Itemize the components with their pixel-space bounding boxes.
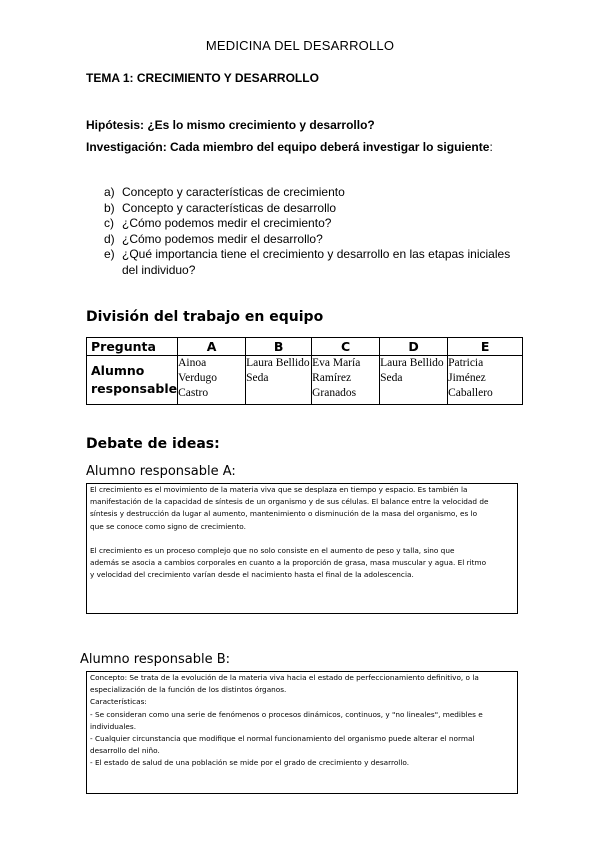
list-item (104, 232, 522, 248)
investigacion-line (86, 140, 493, 154)
alumno-a-label: Alumno responsable A: (86, 464, 236, 479)
alumno-a-paragraph-2: El crecimiento es un proceso complejo que no solo consiste en el aumento de peso y talla, sino que además se asocia a cambios corporales en cuanto a la proporción de grasa, masa muscular y agua. El ritmo y velocidad del crecimiento varían desde el nacimiento hasta el final de la adolescencia. (90, 545, 487, 580)
alumno-a-box (86, 483, 518, 614)
hipotesis-line: Hipótesis: ¿Es lo mismo crecimiento y desarrollo? (86, 118, 375, 132)
division-table (86, 337, 523, 405)
list-item (104, 201, 522, 217)
header-label-cell: Pregunta (87, 338, 178, 356)
header-cell-a: A (178, 338, 246, 356)
alumno-b-box (86, 671, 518, 794)
list-text: Concepto y características de crecimiento (122, 185, 345, 199)
alumno-b-paragraph-2: Características: - Se consideran como una serie de fenómenos o procesos dinámicos, continuos, y "no lineales", medibles e individuales. - Cualquier circunstancia que modifique el normal funcionamiento del organismo puede alterar el normal desarrollo del niño. - El estado de salud de una población se mide por el grado de crecimiento y desarrollo. (90, 697, 483, 768)
header-cell-e: E (448, 338, 523, 356)
name-cell-a: Ainoa Verdugo Castro (178, 356, 246, 405)
list-letter: a) (104, 185, 115, 199)
investigacion-colon: : (489, 140, 493, 154)
list-text: Concepto y características de desarrollo (122, 200, 337, 215)
list-letter: d) (104, 231, 115, 246)
table-row (87, 356, 523, 405)
alumno-b-paragraph-1: Concepto: Se trata de la evolución de la materia viva hacia el estado de perfeccionamiento definitivo, o la especialización de la función de los distintos órganos. (90, 673, 479, 695)
name-cell-d: Laura Bellido Seda (380, 356, 448, 405)
list-item (104, 247, 522, 278)
header-cell-c: C (312, 338, 380, 356)
header-cell-b: B (246, 338, 312, 356)
list-item (104, 185, 522, 201)
list-letter: b) (104, 200, 115, 215)
division-heading: División del trabajo en equipo (86, 309, 324, 325)
list-letter: e) (104, 247, 115, 261)
tema-heading: TEMA 1: CRECIMIENTO Y DESARROLLO (86, 71, 319, 85)
debate-heading: Debate de ideas: (86, 436, 220, 452)
task-list (104, 185, 522, 278)
alumno-a-paragraph-1: El crecimiento es el movimiento de la materia viva que se desplaza en tiempo y espacio. Es también la manifestación de la capacidad de síntesis de un organismo y de sus células. El balance entre la velocidad de síntesis y destrucción da lugar al aumento, mantenimiento o disminución de la masa del organismo, es lo que se conoce como signo de crecimiento. (90, 485, 489, 531)
row-label-cell: Alumno responsable (87, 356, 178, 405)
name-cell-b: Laura Bellido Seda (246, 356, 312, 405)
investigacion-text: Investigación: Cada miembro del equipo deberá investigar lo siguiente (86, 140, 490, 154)
alumno-b-label: Alumno responsable B: (80, 652, 231, 667)
name-cell-c: Eva María Ramírez Granados (312, 356, 380, 405)
list-text: ¿Cómo podemos medir el desarrollo? (122, 231, 323, 246)
table-header-row (87, 338, 523, 356)
name-cell-e: Patricia Jiménez Caballero (448, 356, 523, 405)
list-letter: c) (104, 216, 114, 230)
list-item (104, 216, 522, 232)
page-title: MEDICINA DEL DESARROLLO (205, 38, 395, 53)
list-text: ¿Qué importancia tiene el crecimiento y desarrollo en las etapas iniciales del individuo? (122, 247, 511, 277)
list-text: ¿Cómo podemos medir el crecimiento? (122, 216, 332, 230)
header-cell-d: D (380, 338, 448, 356)
